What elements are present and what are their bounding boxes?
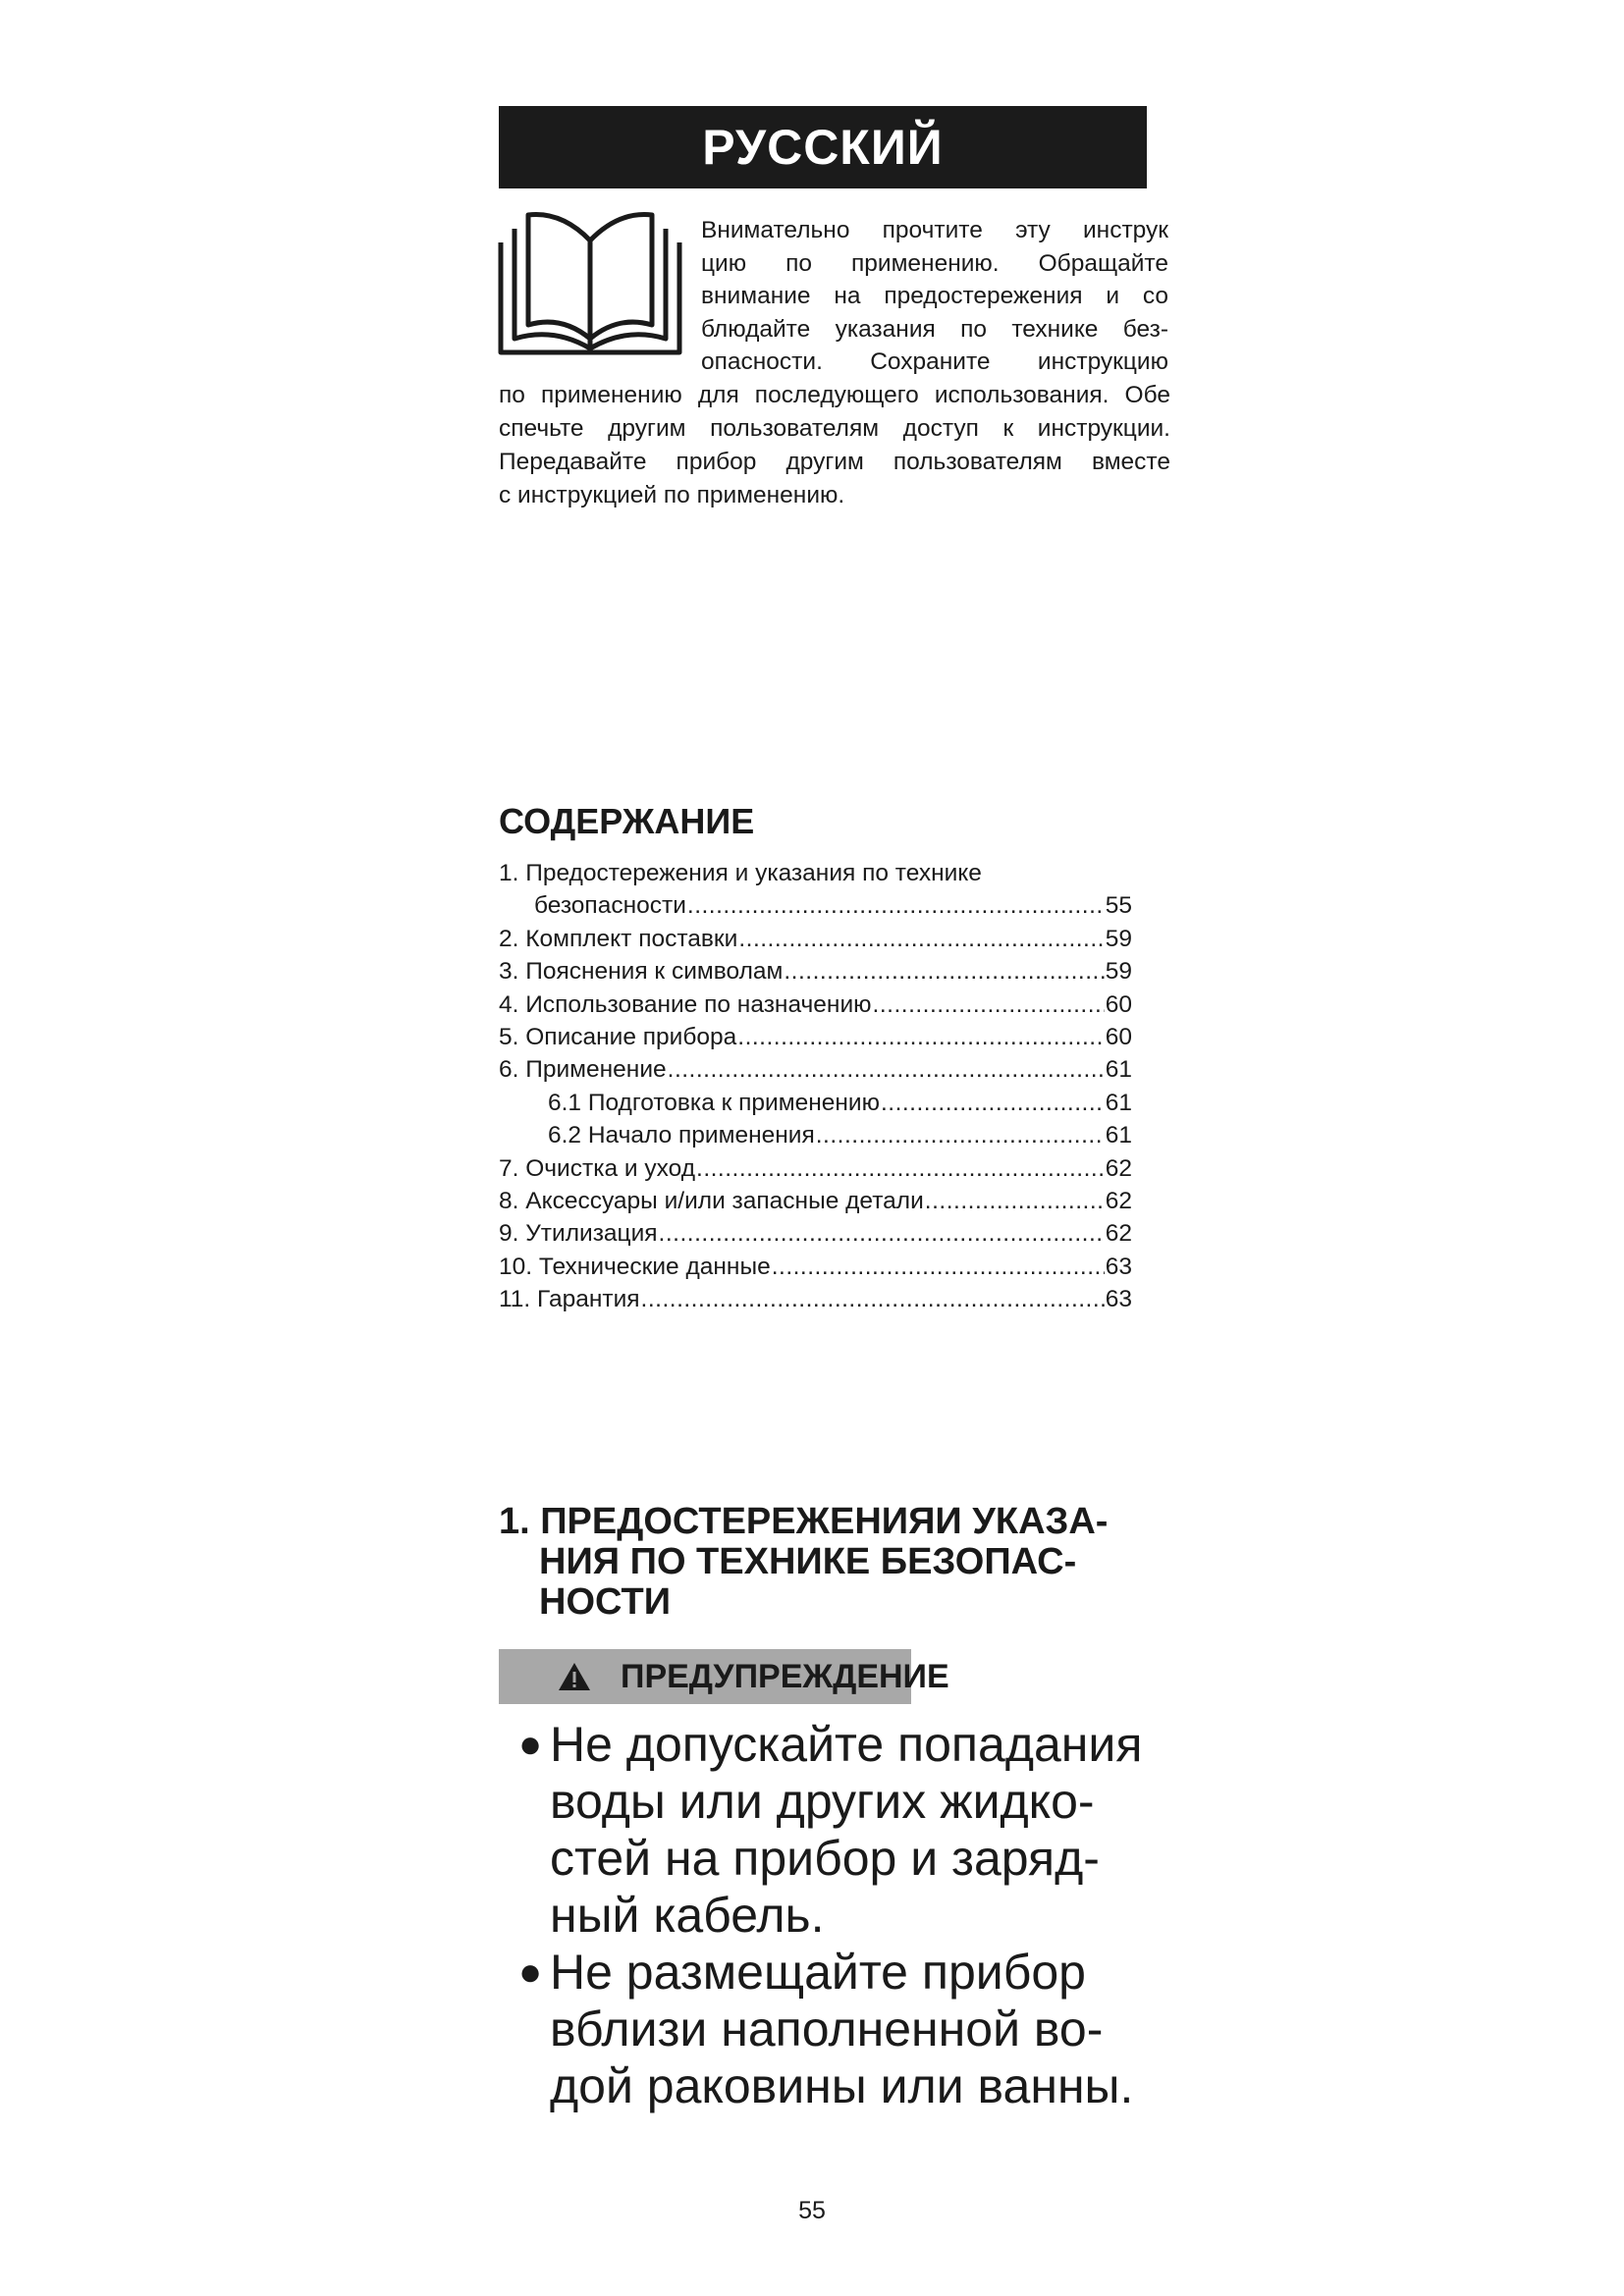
toc-item-page: 59 <box>1105 958 1132 986</box>
intro-line: опасности. Сохраните инструкцию <box>701 348 1168 375</box>
toc-item-page: 60 <box>1105 990 1132 1018</box>
intro-line: спечьте другим пользователям доступ к инструкции. <box>499 415 1170 442</box>
list-item-line: Не допускайте попадания <box>550 1717 1143 1772</box>
toc-leader <box>925 1185 1105 1217</box>
section-heading-line: НОСТИ <box>539 1581 672 1623</box>
warning-label-row <box>558 1649 949 1704</box>
warning-list <box>518 1716 1166 2114</box>
toc-item[interactable] <box>499 1251 1132 1283</box>
toc-leader <box>737 1021 1104 1053</box>
toc-item-label: 6.2 Начало применения <box>548 1122 815 1149</box>
toc-item-label: 2. Комплект поставки <box>499 925 738 952</box>
toc-item-label: 7. Очистка и уход <box>499 1154 696 1182</box>
list-item-line: ный кабель. <box>550 1888 825 1943</box>
list-item-line: дой раковины или ванны. <box>550 2058 1134 2113</box>
toc-item-page: 61 <box>1105 1122 1132 1149</box>
intro-line: внимание на предостережения и со <box>701 283 1168 309</box>
list-item-line: Не размещайте прибор <box>550 1945 1086 2000</box>
toc-leader <box>659 1217 1105 1250</box>
language-header <box>499 106 1147 188</box>
intro-line: Внимательно прочтите эту инструк <box>701 217 1168 243</box>
toc-item[interactable] <box>499 889 1132 922</box>
toc-item[interactable] <box>499 1119 1132 1151</box>
intro-line: с инструкцией по применению. <box>499 482 845 508</box>
intro-line: цию по применению. Обращайте <box>701 249 1168 277</box>
list-item-line: вблизи наполненной во- <box>550 2002 1104 2056</box>
section-heading <box>499 1502 1108 1623</box>
toc-leader <box>784 955 1104 988</box>
toc-leader <box>668 1053 1105 1086</box>
toc-item-page: 62 <box>1105 1187 1132 1214</box>
section-heading-line: НИЯ ПО ТЕХНИКЕ БЕЗОПАС- <box>539 1541 1077 1582</box>
toc-leader <box>641 1283 1105 1315</box>
toc-item-page: 63 <box>1105 1253 1132 1280</box>
toc-item[interactable] <box>499 1021 1132 1053</box>
toc-item-label: 8. Аксессуары и/или запасные детали <box>499 1187 924 1214</box>
toc-item-page: 55 <box>1105 892 1132 920</box>
toc-item-label: 6. Применение <box>499 1056 667 1084</box>
intro-line: по применению для последующего использования. Обе <box>499 382 1170 408</box>
warning-triangle-icon <box>558 1662 591 1691</box>
toc-item[interactable] <box>499 988 1132 1021</box>
toc-leader <box>738 923 1104 955</box>
toc-item-page: 62 <box>1105 1220 1132 1248</box>
list-item <box>518 1716 1166 1944</box>
language-title: РУССКИЙ <box>702 120 944 175</box>
toc-item-page: 59 <box>1105 925 1132 952</box>
toc-title: СОДЕРЖАНИЕ <box>499 801 755 841</box>
toc-leader <box>881 1087 1105 1119</box>
toc-item-label: 4. Использование по назначению <box>499 990 872 1018</box>
toc-item-label: 11. Гарантия <box>499 1286 640 1313</box>
toc-item-label: безопасности <box>534 892 686 920</box>
toc-item[interactable] <box>499 923 1132 955</box>
toc-leader <box>873 988 1105 1021</box>
intro-line: Передавайте прибор другим пользователям вместе <box>499 449 1170 475</box>
toc-item-page: 62 <box>1105 1154 1132 1182</box>
intro-side-text <box>701 214 1168 379</box>
warning-label: ПРЕДУПРЕЖДЕНИЕ <box>621 1657 949 1695</box>
toc-item-label: 1. Предостережения и указания по технике <box>499 860 982 886</box>
toc-item-label: 5. Описание прибора <box>499 1023 737 1050</box>
table-of-contents <box>499 857 1132 1315</box>
toc-item-page: 61 <box>1105 1056 1132 1084</box>
toc-item-page: 61 <box>1105 1089 1132 1116</box>
bullet-icon: ● <box>518 1723 543 1766</box>
bullet-icon: ● <box>518 1950 543 1994</box>
toc-item[interactable] <box>499 955 1132 988</box>
toc-item-label: 6.1 Подготовка к применению <box>548 1089 880 1116</box>
toc-leader <box>687 889 1105 922</box>
list-item-line: стей на прибор и заряд- <box>550 1831 1100 1886</box>
toc-item[interactable] <box>499 1152 1132 1185</box>
section-heading-line: 1. ПРЕДОСТЕРЕЖЕНИЯИ УКАЗА- <box>499 1501 1109 1542</box>
toc-leader <box>772 1251 1105 1283</box>
list-item-line: воды или других жидко- <box>550 1774 1095 1829</box>
list-item <box>518 1944 1166 2114</box>
page-number: 55 <box>798 2197 826 2224</box>
toc-item-label: 10. Технические данные <box>499 1253 771 1280</box>
toc-item-label: 3. Пояснения к символам <box>499 958 784 986</box>
open-book-icon <box>497 201 683 356</box>
toc-item[interactable] <box>499 1087 1132 1119</box>
intro-line: блюдайте указания по технике без- <box>701 315 1168 343</box>
toc-item-label: 9. Утилизация <box>499 1220 658 1248</box>
intro-full-text <box>499 379 1170 512</box>
toc-item[interactable] <box>499 1185 1132 1217</box>
toc-item[interactable] <box>499 1283 1132 1315</box>
toc-item-page: 63 <box>1105 1286 1132 1313</box>
toc-leader <box>816 1119 1105 1151</box>
toc-item[interactable] <box>499 1053 1132 1086</box>
toc-item[interactable] <box>499 1217 1132 1250</box>
toc-item-page: 60 <box>1105 1023 1132 1050</box>
toc-leader <box>696 1152 1105 1185</box>
